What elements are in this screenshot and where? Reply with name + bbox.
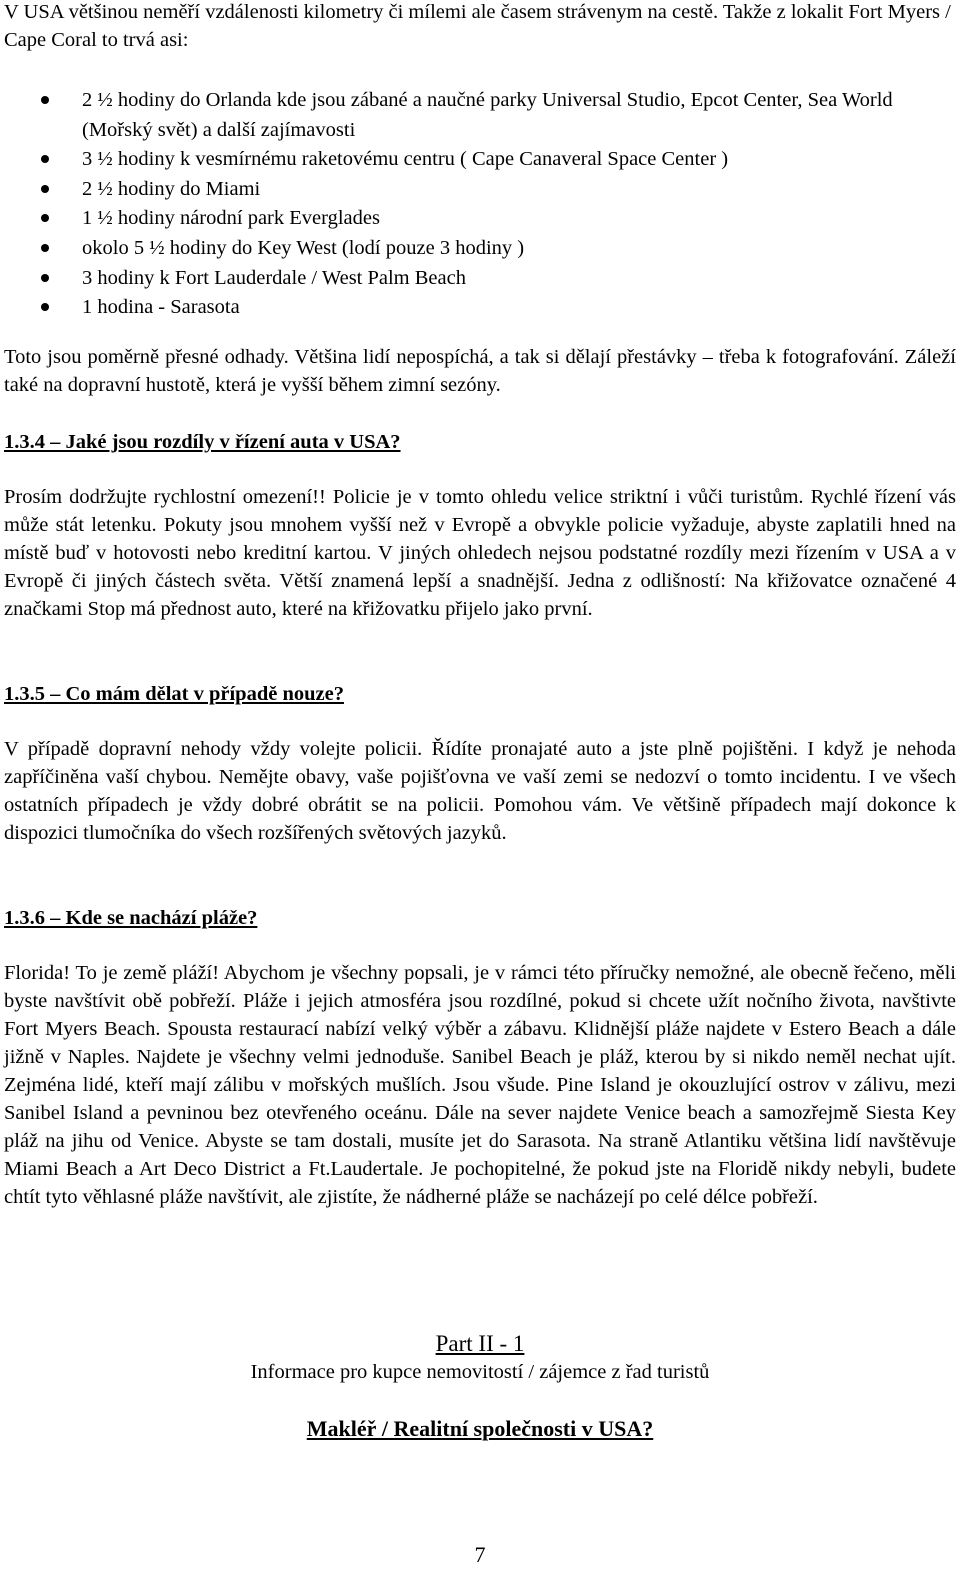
bullet-icon	[41, 96, 49, 104]
list-item: 3 hodiny k Fort Lauderdale / West Palm Beach	[4, 264, 956, 294]
section-heading-beaches: 1.3.6 – Kde se nachází pláže?	[4, 907, 258, 929]
list-item: 2 ½ hodiny do Miami	[4, 175, 956, 205]
bullet-icon	[41, 274, 49, 282]
section-body-emergency: V případě dopravní nehody vždy volejte policii. Řídíte pronajaté auto a jste plně pojištěni. I když je nehoda zapříčiněna vaší chybou. Nemějte obavy, vaše pojišťovna ve vaší zemi se nedozví o tomto incidentu. I ve všech ostatních případech je vždy dobré obrátit se na policii. Pomohou vám. Ve většině případech mají dokonce k dispozici tlumočníka do všech rozšířených světových jazyků.	[4, 738, 956, 844]
page-number: 7	[474, 1542, 486, 1567]
estimate-paragraph: Toto jsou poměrně přesné odhady. Většina lidí nepospíchá, a tak si dělají přestávky – třeba k fotografování. Záleží také na dopravní hustotě, která je vyšší během zimní sezóny.	[4, 346, 956, 396]
section-body-driving: Prosím dodržujte rychlostní omezení!! Policie je v tomto ohledu velice striktní i vůči turistům. Rychlé řízení vás může stát letenku. Pokuty jsou mnohem vyšší než v Evropě a obvykle policie vyžaduje, abyste zaplatili hned na místě buď v hotovosti nebo kreditní kartou. V jiných ohledech nejsou podstatné rozdíly mezi řízením v USA a v Evropě či jiných částech světa. Větší znamená lepší a snadnější. Jedna z odlišností: Na křižovatce označené 4 značkami Stop má přednost auto, které na křižovatku přijelo jako první.	[4, 486, 956, 620]
list-item: 2 ½ hodiny do Orlanda kde jsou zábané a naučné parky Universal Studio, Epcot Center, Sea World (Mořský svět) a další zajímavosti	[4, 86, 956, 145]
list-item: okolo 5 ½ hodiny do Key West (lodí pouze 3 hodiny )	[4, 234, 956, 264]
bullet-icon	[41, 303, 49, 311]
intro-paragraph: V USA většinou neměří vzdálenosti kilometry či mílemi ale časem strávenym na cestě. Takže z lokalit Fort Myers / Cape Coral to trvá asi:	[4, 1, 951, 51]
bullet-icon	[41, 155, 49, 163]
section-body-beaches: Florida! To je země pláží! Abychom je všechny popsali, je v rámci této příručky nemožné, ale obecně řečeno, měli byste navštívit obě pobřeží. Pláže i jejich atmosféra jsou rozdílné, pokud si chcete užít nočního života, navštivte Fort Myers Beach. Spousta restaurací nabízí velký výběr a zábavu. Klidnější pláže najdete v Estero Beach a dále jižně v Naples. Najdete je všechny velmi jednoduše. Sanibel Beach je pláž, kterou by si nikdo neměl nechat ujít. Zejména lidé, kteří mají zálibu v mořských mušlích. Jsou všude. Pine Island je okouzlující ostrov v zálivu, mezi Sanibel Island a pevninou bez otevřeného oceánu. Dále na sever najdete Venice beach a samozřejmě Siesta Key pláž na jihu od Venice. Abyste se tam dostali, musíte jet do Sarasota. Na straně Atlantiku většina lidí navštěvuje Miami Beach a Art Deco District a Ft.Laudertale. Je pochopitelné, že pokud jste na Floridě nikdy nebyli, budete chtít tyto věhlasné pláže navštívit, ale zjistíte, že nádherné pláže se nacházejí po celé délce pobřeží.	[4, 962, 956, 1208]
list-item: 1 ½ hodiny národní park Everglades	[4, 204, 956, 234]
travel-time-list	[4, 86, 956, 323]
part-heading: Makléř / Realitní společnosti v USA?	[306, 1416, 654, 1441]
section-heading-driving: 1.3.4 – Jaké jsou rozdíly v řízení auta v USA?	[4, 431, 401, 453]
list-item: 3 ½ hodiny k vesmírnému raketovému centru ( Cape Canaveral Space Center )	[4, 145, 956, 175]
bullet-icon	[41, 214, 49, 222]
part-title: Part II - 1	[435, 1331, 525, 1356]
section-heading-emergency: 1.3.5 – Co mám dělat v případě nouze?	[4, 683, 344, 705]
bullet-icon	[41, 244, 49, 252]
list-item: 1 hodina - Sarasota	[4, 293, 956, 323]
part-subtitle: Informace pro kupce nemovitostí / zájemce z řad turistů	[250, 1361, 710, 1383]
bullet-icon	[41, 185, 49, 193]
